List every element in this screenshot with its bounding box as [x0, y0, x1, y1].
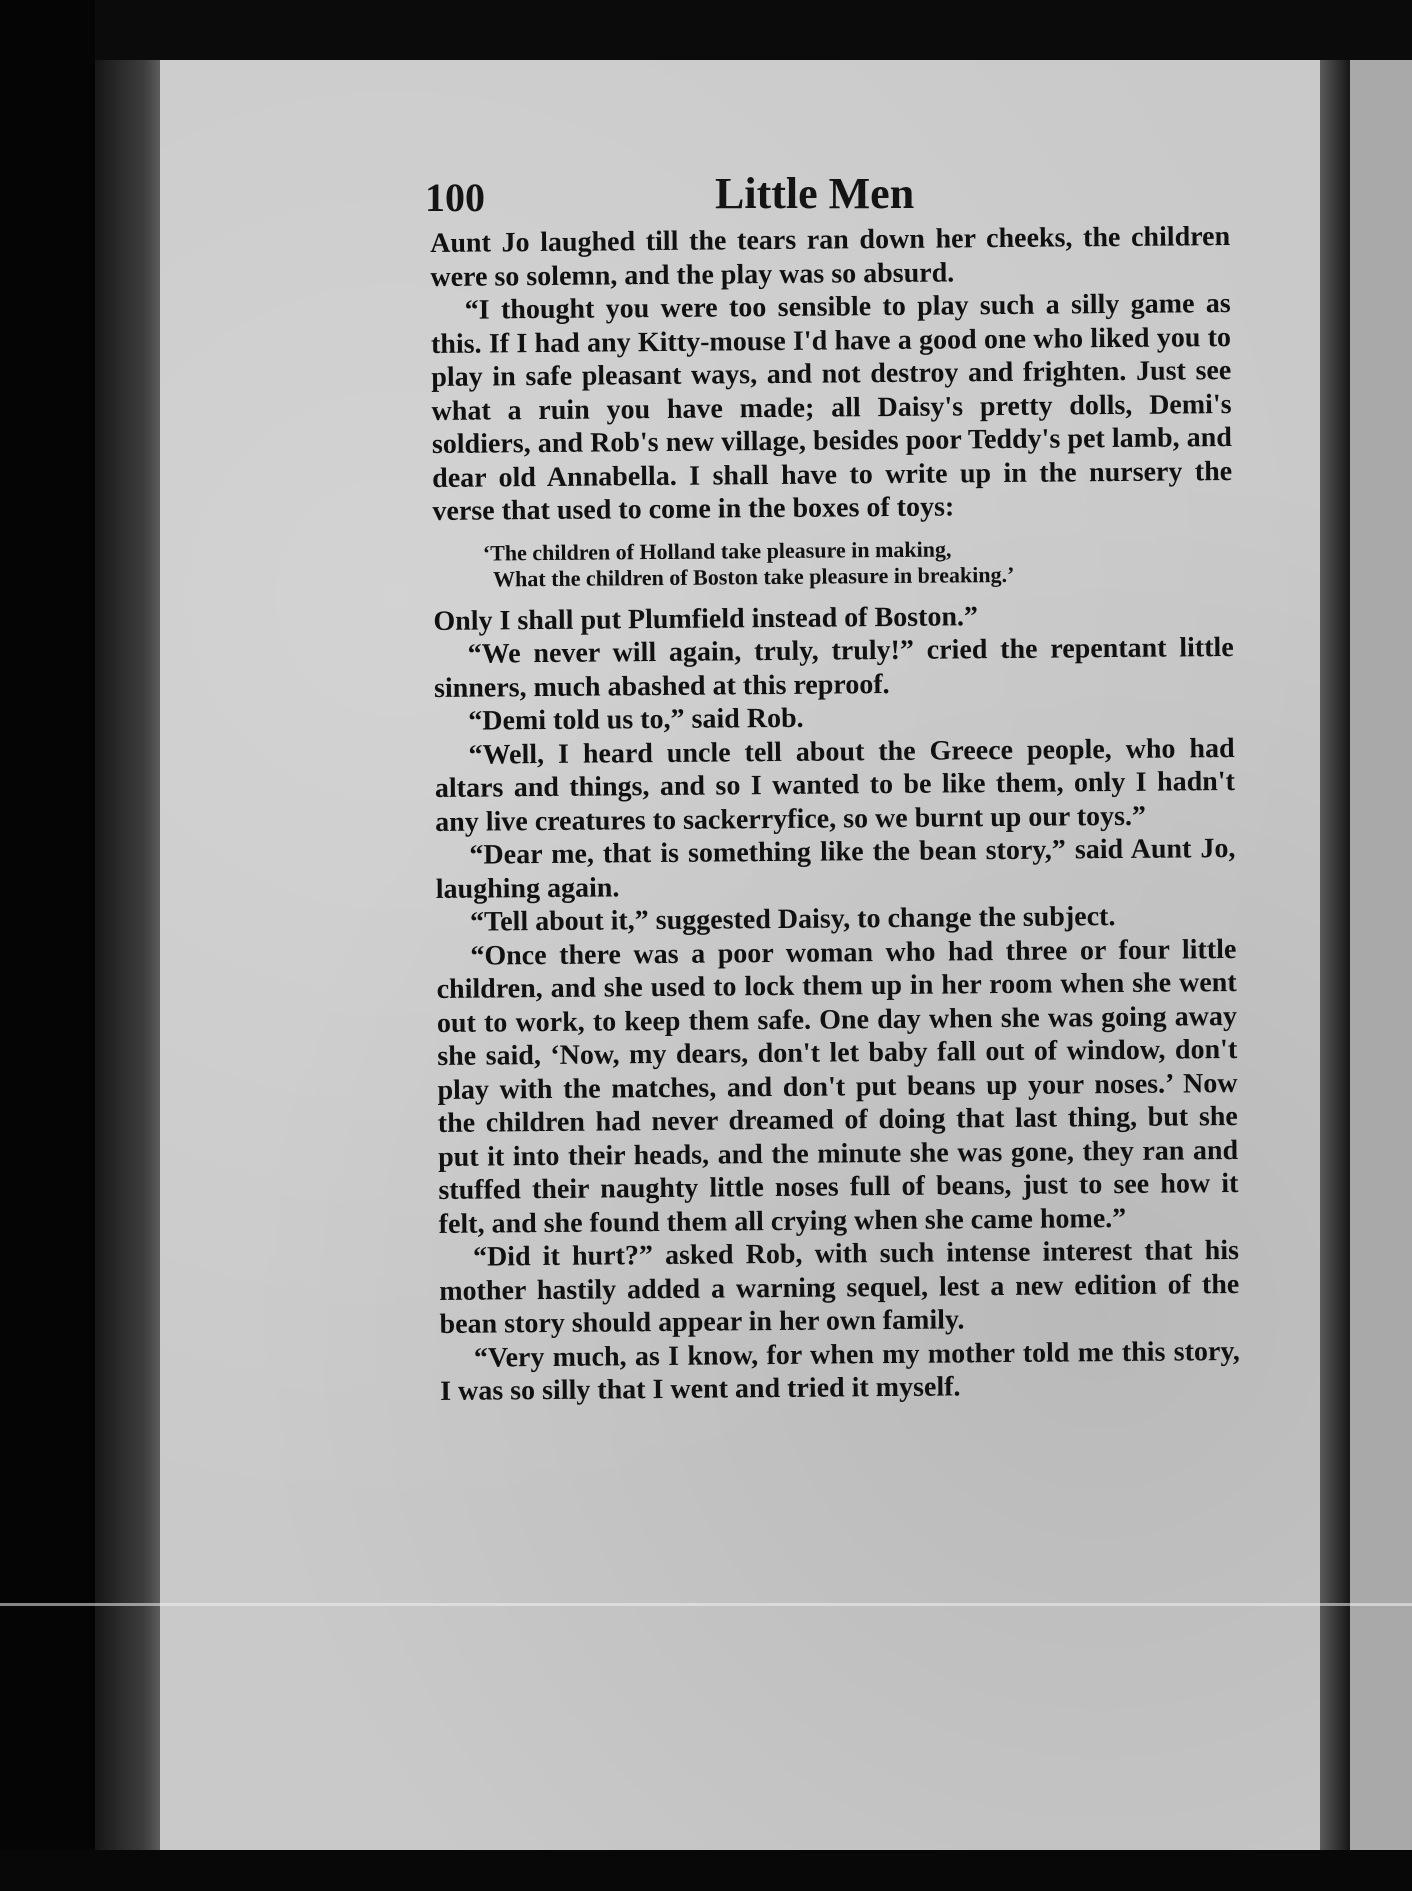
- verse-quote: [483, 534, 1233, 593]
- running-title: Little Men: [715, 169, 915, 218]
- paragraph: Only I shall put Plumfield instead of Boston.”: [433, 600, 979, 637]
- body-text: [430, 220, 1240, 1408]
- paragraph: “Tell about it,” suggested Daisy, to change the subject.: [469, 901, 1116, 938]
- paragraph: “I thought you were too sensible to play such a silly game as this. If I had any Kitty-mouse I'd have a good one who liked you to play in safe pleasant ways, and not destroy and frighten. Just see what a ruin you have made; all Daisy's pretty dolls, Demi's soldiers, and Rob's new village, besides poor Teddy's pet lamb, and dear old Annabella. I shall have to write up in the nursery the verse that used to come in the boxes of toys:: [430, 288, 1233, 527]
- paragraph: “Dear me, that is something like the bean story,” said Aunt Jo, laughing again.: [435, 832, 1236, 905]
- page-number: 100: [425, 175, 485, 220]
- paragraph: “We never will again, truly, truly!” cried the repentant little sinners, much abashed at this reproof.: [433, 632, 1234, 704]
- adjacent-page-edge: [1350, 60, 1412, 1855]
- paragraph: “Demi told us to,” said Rob.: [468, 702, 804, 737]
- verse-line: ‘The children of Holland take pleasure in making,: [482, 535, 952, 566]
- paragraph: “Well, I heard uncle tell about the Greece people, who had altars and things, and so I wanted to be like them, only I hadn't any live creatures to sackerryfice, so we burnt up our toys.”: [434, 732, 1236, 838]
- scan-artifact-line: [0, 1603, 1412, 1606]
- paragraph: “Did it hurt?” asked Rob, with such intense interest that his mother hastily added a warning sequel, lest a new edition of the bean story should appear in her own family.: [439, 1234, 1240, 1340]
- paragraph: “Once there was a poor woman who had three or four little children, and she used to lock them up in her room when she went out to work, to keep them safe. One day when she was going away she said, ‘Now, my dears, don't let baby fall out of window, don't play with the matches, and don't put beans up your noses.’ Now the children had never dreamed of doing that last thing, but she put it into their heads, and the minute she was gone, they ran and stuffed their naughty little noses full of beans, just to see how it felt, and she found them all crying when she came home.”: [436, 933, 1239, 1240]
- page-gutter: [1320, 60, 1350, 1855]
- page-header: [425, 168, 1240, 228]
- scan-bottom-edge: [0, 1850, 1412, 1891]
- paragraph: Aunt Jo laughed till the tears ran down her cheeks, the children were so solemn, and the play was so absurd.: [430, 221, 1231, 293]
- scan-left-edge: [0, 0, 95, 1891]
- verse-line: What the children of Boston take pleasure in breaking.’: [492, 561, 1015, 591]
- paragraph: “Very much, as I know, for when my mother told me this story, I was so silly that I went and tried it myself.: [440, 1335, 1240, 1407]
